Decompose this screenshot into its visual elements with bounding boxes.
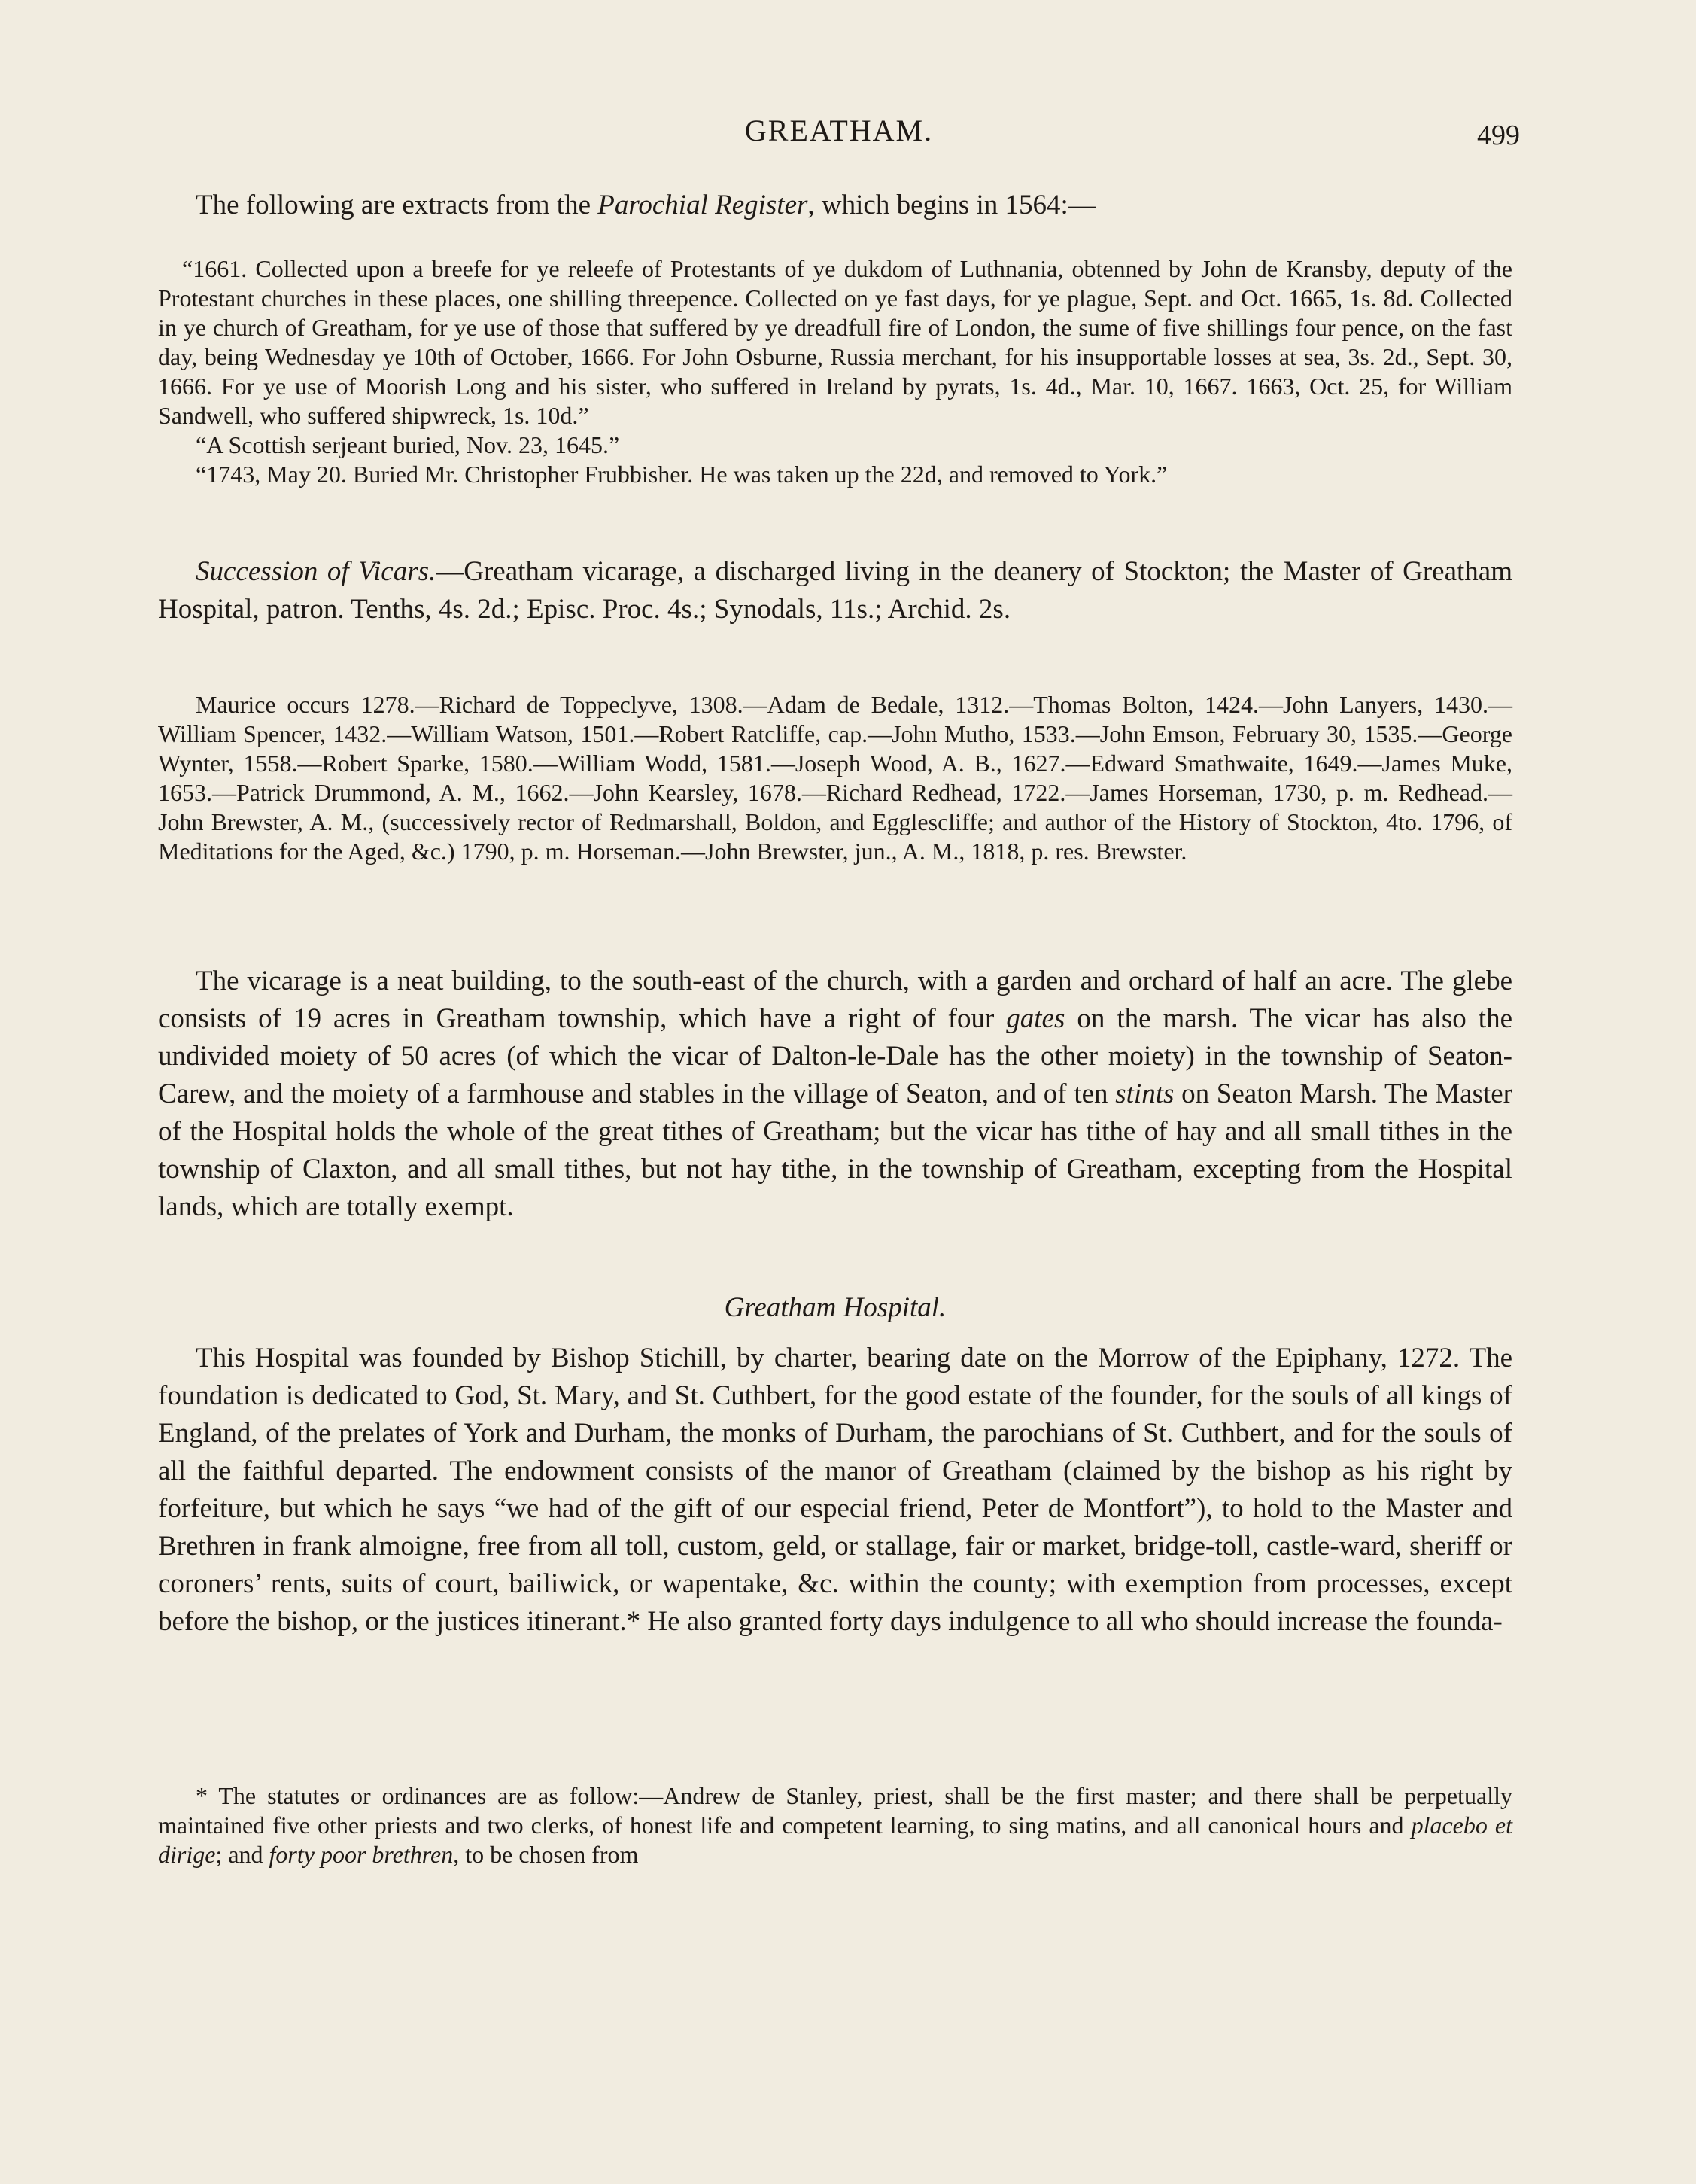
footnote-text: , to be chosen from xyxy=(453,1841,639,1868)
vicarage-text: on Seaton Marsh. The Master of the Hospital holds the whole of the great tithes of Greatham; but the vicar has tithe of hay and all small tithes in the township of Claxton, and all small tithes, but not hay tithe, in the township of Greatham, excepting from the Hospital lands, which are totally exempt. xyxy=(158,1078,1513,1222)
vicarage-italic-stints: stints xyxy=(1115,1078,1175,1109)
register-entry: “1743, May 20. Buried Mr. Christopher Frubbisher. He was taken up the 22d, and removed to York.” xyxy=(196,461,1168,488)
footnote-italic: forty poor brethren xyxy=(269,1841,454,1868)
vicars-list-text: Maurice occurs 1278.—Richard de Toppeclyve, 1308.—Adam de Bedale, 1312.—Thomas Bolton, 1424.—John Lanyers, 1430.—William Spencer, 1432.—William Watson, 1501.—Robert Ratcliffe, cap.—John Mutho, 1533.—John Emson, February 30, 1535.—George Wynter, 1558.—Robert Sparke, 1580.—William Wodd, 1581.—Joseph Wood, A. B., 1627.—Edward Smathwaite, 1649.—James Muke, 1653.—Patrick Drummond, A. M., 1662.—John Kearsley, 1678.—Richard Redhead, 1722.—James Horseman, 1730, p. m. Redhead.—John Brewster, A. M., (successively rector of Redmarshall, Boldon, and Egglescliffe; and author of the History of Stockton, 4to. 1796, of Meditations for the Aged, &c.) 1790, p. m. Horseman.—John Brewster, jun., A. M., 1818, p. res. Brewster. xyxy=(158,691,1512,865)
vicarage-italic-gates: gates xyxy=(1006,1003,1065,1034)
section-heading: Greatham Hospital. xyxy=(724,1292,947,1323)
intro-paragraph xyxy=(158,187,1512,224)
intro-text: The following are extracts from the xyxy=(196,190,598,221)
vicarage-text: The vicarage is a neat building, to the south-east of the church, with a garden and orchard of half an acre. The glebe consists of 19 acres in Greatham township, which have a right of four xyxy=(158,966,1512,1034)
hospital-text: This Hospital was founded by Bishop Stichill, by charter, bearing date on the Morrow of the Epiphany, 1272. The foundation is dedicated to God, St. Mary, and St. Cuthbert, for the good estate of the founder, for the souls of all kings of England, of the prelates of York and Durham, the monks of Durham, the parochians of St. Cuthbert, and for the souls of all the faithful departed. The endowment consists of the manor of Greatham (claimed by the bishop as his right by forfeiture, but which he says “we had of the gift of our especial friend, Peter de Montfort”), to hold to the Master and Brethren in frank almoigne, free from all toll, custom, geld, or stallage, fair or market, bridge-toll, castle-ward, sheriff or coroners’ rents, suits of court, bailiwick, or wapentake, &c. within the county; with exemption from processes, except before the bishop, or the justices itinerant.* He also granted forty days indulgence to all who should increase the founda- xyxy=(158,1343,1512,1637)
footnote xyxy=(158,1781,1512,1869)
succession-text: —Greatham vicarage, a discharged living in the deanery of Stockton; the Master of Greatham Hospital, patron. Tenths, 4s. 2d.; Episc. Proc. 4s.; Synodals, 11s.; Archid. 2s. xyxy=(158,556,1512,625)
register-entry: “A Scottish serjeant buried, Nov. 23, 1645.” xyxy=(196,431,620,458)
vicars-list xyxy=(158,690,1512,866)
intro-italic: Parochial Register xyxy=(597,190,808,221)
page-title: GREATHAM. xyxy=(744,114,934,148)
vicarage-paragraph xyxy=(158,963,1512,1226)
register-entry: “1661. Collected upon a breefe for ye releefe of Protestants of ye dukdom of Luthnania, obtenned by John de Kransby, deputy of the Protestant churches in these places, one shilling threepence. Collected on ye fast days, for ye plague, Sept. and Oct. 1665, 1s. 8d. Collected in ye church of Greatham, for ye use of those that suffered by ye dreadfull fire of London, the sume of five shillings four pence, on the fast day, being Wednesday ye 10th of October, 1666. For John Osburne, Russia merchant, for his insupportable losses at sea, 3s. 2d., Sept. 30, 1666. For ye use of Moorish Long and his sister, who suffered in Ireland by pyrats, 1s. 4d., Mar. 10, 1667. 1663, Oct. 25, for William Sandwell, who suffered shipwreck, 1s. 10d.” xyxy=(158,255,1512,429)
footnote-italic: placebo et dirige xyxy=(158,1811,1513,1868)
running-header xyxy=(158,113,1520,158)
footnote-text: ; and xyxy=(215,1841,269,1868)
page-number: 499 xyxy=(1477,120,1520,151)
succession-paragraph xyxy=(158,553,1512,628)
hospital-paragraph xyxy=(158,1340,1512,1641)
intro-text-end: , which begins in 1564:— xyxy=(807,190,1096,221)
succession-heading: Succession of Vicars. xyxy=(196,556,436,587)
vicarage-text: on the marsh. The vicar has also the undivided moiety of 50 acres (of which the vicar of Dalton-le-Dale has the other moiety) in the township of Seaton-Carew, and the moiety of a farmhouse and stables in the village of Seaton, and of ten xyxy=(158,1003,1512,1109)
register-extracts xyxy=(158,254,1512,489)
footnote-text: * The statutes or ordinances are as follow:—Andrew de Stanley, priest, shall be the first master; and there shall be perpetually maintained five other priests and two clerks, of honest life and competent learning, to sing matins, and all canonical hours and xyxy=(158,1782,1512,1839)
